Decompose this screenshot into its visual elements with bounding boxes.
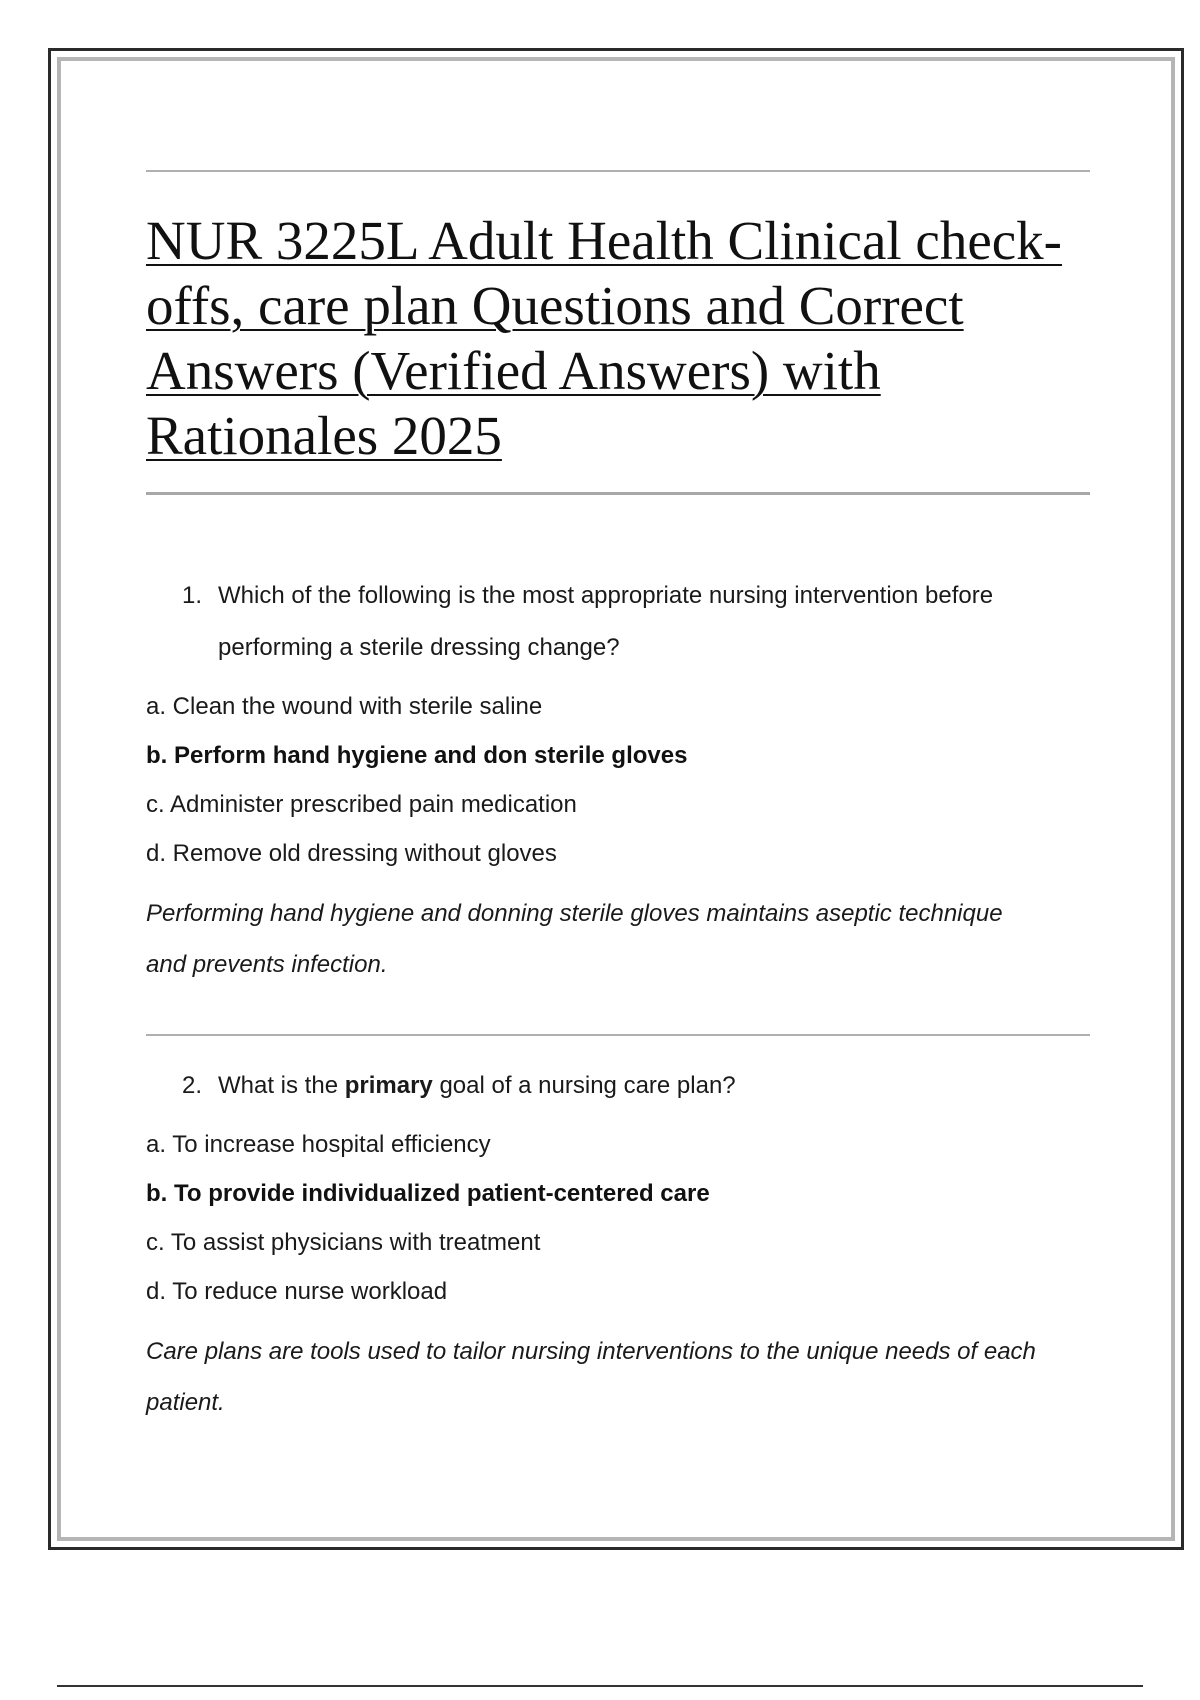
- option-1a: a. Clean the wound with sterile saline: [146, 693, 543, 720]
- footer-rule: [57, 1685, 1143, 1687]
- question-1-text: Which of the following is the most appropriate nursing intervention before performing a sterile dressing change?: [218, 582, 994, 661]
- option-2a: a. To increase hospital efficiency: [146, 1131, 491, 1158]
- option-1b-correct: b. Perform hand hygiene and don sterile gloves: [146, 742, 688, 769]
- title-bottom-rule: [146, 492, 1090, 495]
- question-2-emphasis: primary: [344, 1072, 433, 1099]
- option-2b-correct: b. To provide individualized patient-centered care: [146, 1180, 710, 1207]
- title-top-rule: [146, 170, 1090, 172]
- option-2d: d. To reduce nurse workload: [146, 1278, 448, 1305]
- question-2-stem: [146, 1060, 1090, 1112]
- question-2-rationale: Care plans are tools used to tailor nursing interventions to the unique needs of each patient.: [146, 1338, 1036, 1416]
- question-1-stem: [146, 570, 1090, 674]
- option-1d: d. Remove old dressing without gloves: [146, 840, 557, 867]
- option-1c: c. Administer prescribed pain medication: [146, 791, 577, 818]
- question-2-text-before: What is the: [218, 1072, 339, 1099]
- question-1-options: [146, 682, 1090, 878]
- question-2-options: [146, 1120, 1090, 1316]
- option-2c: c. To assist physicians with treatment: [146, 1229, 541, 1256]
- question-1-rationale: Performing hand hygiene and donning sterile gloves maintains aseptic technique and prevents infection.: [146, 900, 1003, 978]
- question-2-text-after: goal of a nursing care plan?: [439, 1072, 736, 1099]
- document-title-text: NUR 3225L Adult Health Clinical check-offs, care plan Questions and Correct Answers (Verified Answers) with Rationales 2025: [146, 210, 1062, 466]
- question-1: [146, 570, 1090, 990]
- question-1-number: 1.: [182, 582, 203, 609]
- question-divider: [146, 1034, 1090, 1036]
- document-title: [146, 208, 1066, 468]
- question-2: [146, 1060, 1090, 1428]
- question-2-number: 2.: [182, 1072, 203, 1099]
